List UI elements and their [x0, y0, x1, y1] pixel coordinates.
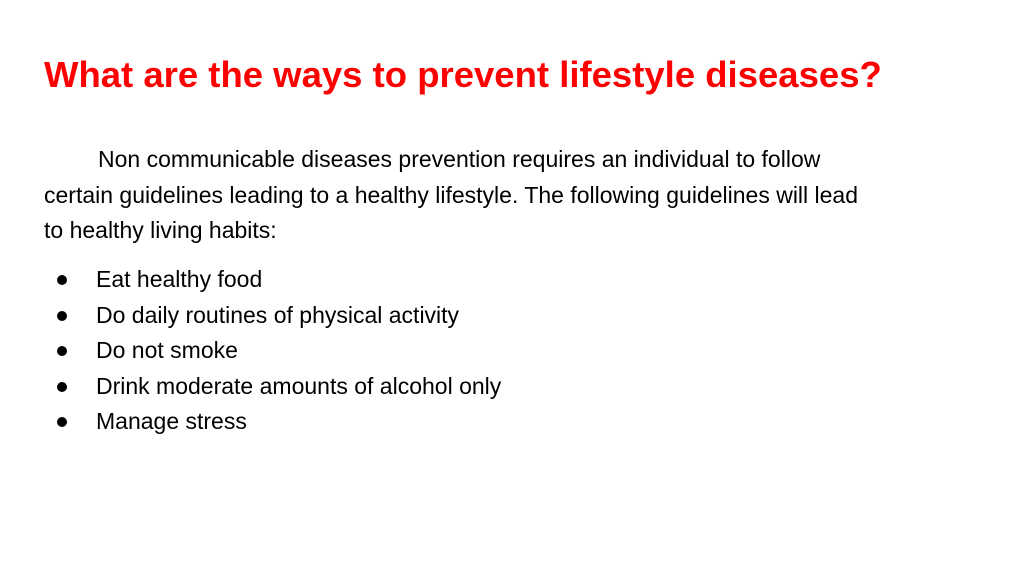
bullet-icon: [57, 311, 67, 321]
intro-paragraph: [44, 142, 994, 249]
bullet-icon: [57, 382, 67, 392]
list-item: [44, 333, 501, 369]
list-item: [44, 369, 501, 405]
list-item-text: Drink moderate amounts of alcohol only: [96, 372, 502, 399]
bullet-icon: [57, 346, 67, 356]
list-item-text: Manage stress: [96, 408, 247, 434]
paragraph-line: to healthy living habits:: [44, 217, 277, 243]
list-item-text: Eat healthy food: [96, 266, 263, 292]
paragraph-line: certain guidelines leading to a healthy lifestyle. The following guidelines will lead: [44, 181, 859, 208]
guidelines-list: [44, 262, 501, 440]
bullet-icon: [57, 275, 67, 285]
list-item: [44, 404, 501, 440]
list-item: [44, 262, 501, 298]
list-item-text: Do daily routines of physical activity: [96, 301, 460, 328]
slide-title: What are the ways to prevent lifestyle diseases?: [44, 54, 882, 95]
list-item: [44, 298, 501, 334]
bullet-icon: [57, 417, 67, 427]
list-item-text: Do not smoke: [96, 337, 238, 363]
paragraph-line: Non communicable diseases prevention requires an individual to follow: [98, 146, 821, 172]
